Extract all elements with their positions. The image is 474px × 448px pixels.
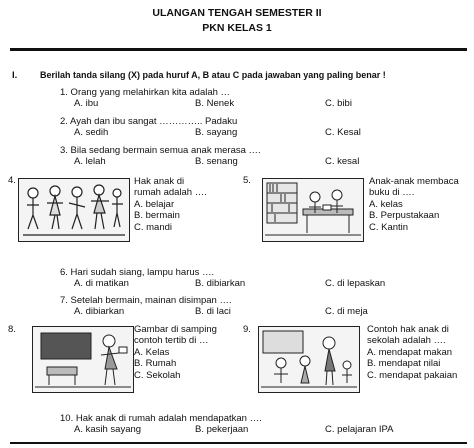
q7-option-a[interactable]: A. dibiarkan	[74, 306, 125, 317]
footer-rule	[10, 442, 467, 444]
question-4-number: 4.	[8, 175, 16, 186]
q7-option-c[interactable]: C. di meja	[325, 306, 368, 317]
q1-option-a[interactable]: A. ibu	[74, 98, 99, 109]
section-number: I.	[12, 70, 18, 81]
exam-subtitle: PKN KELAS 1	[202, 22, 272, 34]
q1-option-c[interactable]: C. bibi	[325, 98, 352, 109]
q4-line-1: Hak anak di	[134, 176, 185, 187]
q2-option-c[interactable]: C. Kesal	[325, 127, 361, 138]
q5-line-2: buku di ….	[369, 187, 415, 198]
classroom-illustration	[32, 326, 134, 393]
q9-line-2: sekolah adalah ….	[367, 335, 446, 346]
q8-option-c[interactable]: C. Sekolah	[134, 370, 181, 381]
q8-option-b[interactable]: B. Rumah	[134, 358, 177, 369]
question-5-number: 5.	[243, 175, 251, 186]
q7-option-b[interactable]: B. di laci	[195, 306, 231, 317]
question-2: 2. Ayah dan ibu sangat ………….. Padaku	[60, 116, 238, 127]
q4-option-b[interactable]: B. bermain	[134, 210, 180, 221]
q5-option-a[interactable]: A. kelas	[369, 199, 403, 210]
header-rule	[10, 48, 467, 51]
q6-option-c[interactable]: C. di lepaskan	[325, 278, 386, 289]
q5-option-b[interactable]: B. Perpustakaan	[369, 210, 440, 221]
q2-option-a[interactable]: A. sedih	[74, 127, 109, 138]
question-6: 6. Hari sudah siang, lampu harus ….	[60, 267, 215, 278]
school-children-illustration	[258, 326, 360, 393]
q8-option-a[interactable]: A. Kelas	[134, 347, 170, 358]
q9-line-1: Contoh hak anak di	[367, 324, 449, 335]
q10-option-a[interactable]: A. kasih sayang	[74, 424, 142, 435]
q4-line-2: rumah adalah ….	[134, 187, 207, 198]
question-10: 10. Hak anak di rumah adalah mendapatkan ….	[60, 413, 262, 424]
children-playing-illustration	[18, 178, 130, 242]
q9-option-a[interactable]: A. mendapat makan	[367, 347, 453, 358]
q3-option-b[interactable]: B. senang	[195, 156, 238, 167]
q9-option-b[interactable]: B. mendapat nilai	[367, 358, 441, 369]
question-7: 7. Setelah bermain, mainan disimpan ….	[60, 295, 232, 306]
q1-option-b[interactable]: B. Nenek	[195, 98, 235, 109]
q8-line-2: contoh tertib di …	[134, 335, 209, 346]
q6-option-b[interactable]: B. dibiarkan	[195, 278, 246, 289]
q6-option-a[interactable]: A. di matikan	[74, 278, 129, 289]
q5-line-1: Anak-anak membaca	[369, 176, 459, 187]
q10-option-c[interactable]: C. pelajaran IPA	[325, 424, 394, 435]
q3-option-c[interactable]: C. kesal	[325, 156, 360, 167]
q10-option-b[interactable]: B. pekerjaan	[195, 424, 249, 435]
q5-option-c[interactable]: C. Kantin	[369, 222, 409, 233]
section-instruction: Berilah tanda silang (X) pada huruf A, B atau C pada jawaban yang paling benar !	[40, 70, 386, 80]
q3-option-a[interactable]: A. lelah	[74, 156, 106, 167]
q8-line-1: Gambar di samping	[134, 324, 217, 335]
q4-option-c[interactable]: C. mandi	[134, 222, 173, 233]
question-1: 1. Orang yang melahirkan kita adalah …	[60, 87, 231, 98]
q4-option-a[interactable]: A. belajar	[134, 199, 175, 210]
question-9-number: 9.	[243, 324, 251, 335]
question-3: 3. Bila sedang bermain semua anak merasa ….	[60, 145, 261, 156]
exam-title: ULANGAN TENGAH SEMESTER II	[152, 7, 322, 19]
question-8-number: 8.	[8, 324, 16, 335]
q9-option-c[interactable]: C. mendapat pakaian	[367, 370, 458, 381]
library-reading-illustration	[262, 178, 364, 242]
q2-option-b[interactable]: B. sayang	[195, 127, 238, 138]
